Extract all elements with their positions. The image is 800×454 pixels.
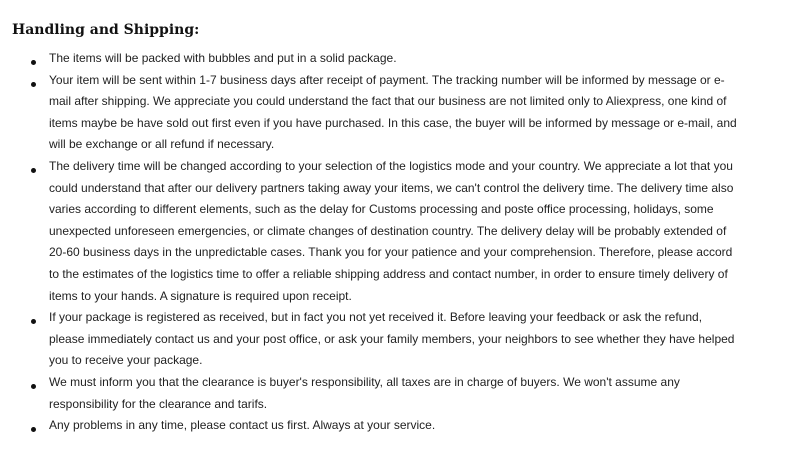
text-line: mail after shipping. We appreciate you could understand the fact that our business are not limited only to Aliexpress, one kind of [49,94,727,109]
list-item-text [46,156,754,307]
text-line: unexpected unforeseen emergencies, or climate changes of destination country. The delivery delay will be probably extended of [49,223,727,238]
text-line: responsibility for the clearance and tarifs. [49,396,268,411]
list-item-dispatch [0,70,754,156]
bullet-icon [31,60,36,65]
list-item-registered-package [0,307,754,372]
list-item-text [46,307,754,372]
policy-list [0,48,800,437]
bullet-icon [31,168,36,173]
text-line: We must inform you that the clearance is buyer's responsibility, all taxes are in charge of buyers. We won't assume any [49,374,680,389]
text-line: please immediately contact us and your post office, or ask your family members, your neighbors to see whether they have helped [49,331,735,346]
bullet-icon [31,427,36,432]
list-item-text [46,415,754,437]
bullet-icon [31,319,36,324]
text-line: items to your hands. A signature is required upon receipt. [49,288,352,303]
list-item-packaging [0,48,754,70]
text-line: could understand that after our delivery partners taking away your items, we can't control the delivery time. The delivery time also [49,180,734,195]
section-heading: Handling and Shipping: [12,22,200,38]
list-item-contact [0,415,754,437]
list-item-delivery-time [0,156,754,307]
text-line: The delivery time will be changed according to your selection of the logistics mode and your country. We appreciate a lot that you [49,158,733,173]
text-line: to the estimates of the logistics time to offer a reliable shipping address and contact number, in order to ensure timely delivery of [49,266,728,281]
bullet-icon [31,384,36,389]
list-item-text [46,48,754,70]
text-line: will be exchange or all refund if necessary. [49,137,275,152]
text-line: 20-60 business days in the unpredictable cases. Thank you for your patience and your comprehension. Therefore, please accord [49,245,733,260]
text-line: varies according to different elements, such as the delay for Customs processing and poste office processing, holidays, some [49,202,714,217]
text-line: The items will be packed with bubbles and put in a solid package. [49,51,397,65]
list-item-text [46,372,754,415]
text-line: items maybe be have sold out first even if you have purchased. In this case, the buyer will be informed by message or e-mail, and [49,115,737,130]
text-line: Any problems in any time, please contact us first. Always at your service. [49,418,436,433]
text-line: Your item will be sent within 1-7 business days after receipt of payment. The tracking number will be informed by message or e- [49,72,725,87]
text-line: you to receive your package. [49,353,203,368]
text-line: If your package is registered as received, but in fact you not yet received it. Before leaving your feedback or ask the refund, [49,310,703,325]
list-item-text [46,70,754,156]
list-item-clearance [0,372,754,415]
bullet-icon [31,82,36,87]
